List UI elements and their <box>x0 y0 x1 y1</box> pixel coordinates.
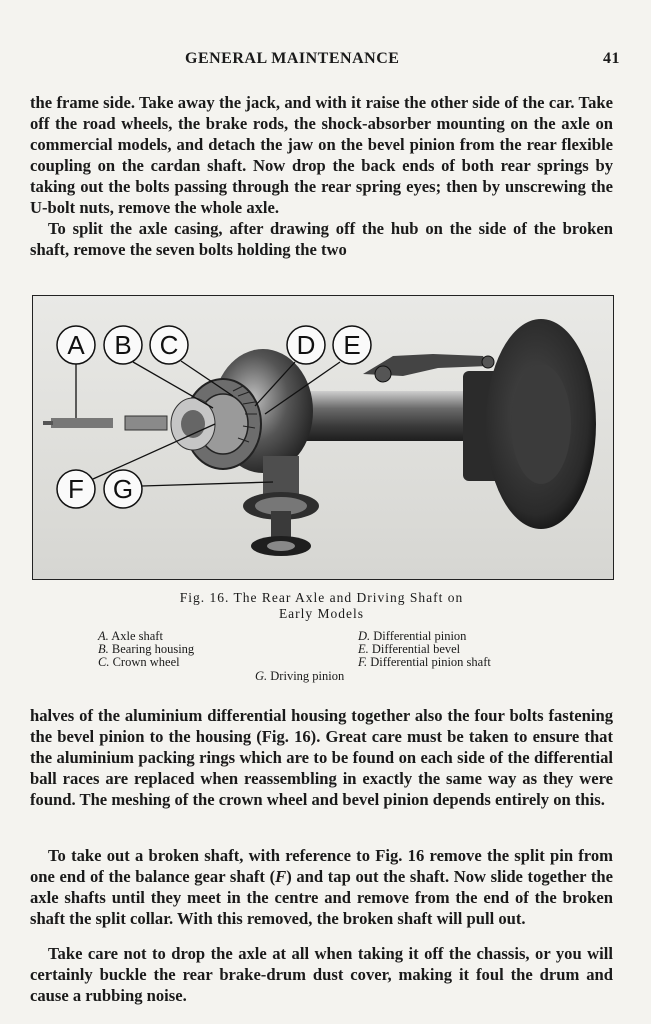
callout-label-c: C <box>159 330 179 360</box>
callout-label-e: E <box>343 330 361 360</box>
legend-item-b: B. Bearing housing <box>98 642 195 656</box>
axle-shaft-a <box>51 418 113 428</box>
figure-caption-line-1: Fig. 16. The Rear Axle and Driving Shaft on <box>179 590 464 605</box>
legend-left-column <box>98 630 194 669</box>
callout-label-f: F <box>68 474 84 504</box>
callout-label-d: D <box>296 330 316 360</box>
legend-item-c: C. Crown wheel <box>98 655 180 669</box>
running-header <box>30 50 620 72</box>
rear-axle-illustration <box>33 296 613 579</box>
callout-label-b: B <box>114 330 132 360</box>
chapter-title: GENERAL MAINTENANCE <box>185 50 400 67</box>
paragraph-1 <box>30 92 613 260</box>
callout-label-g: G <box>112 474 134 504</box>
paragraph-2-text: To split the axle casing, after drawing off the hub on the side of the broken shaft, remove the seven bolts holding the two <box>30 219 613 259</box>
legend-item-d: D. Differential pinion <box>358 629 467 643</box>
paragraph-4: To take out a broken shaft, with reference to Fig. 16 remove the split pin from one end of the balance gear shaft (F) and tap out the shaft. Now slide together the axle shafts until they meet in the centre and remove from the end of the broken shaft the split collar. With this removed, the broken shaft will pull out. <box>30 846 613 928</box>
figure-16-photo <box>32 295 614 580</box>
legend-item-a: A. Axle shaft <box>98 629 163 643</box>
paragraph-3: halves of the aluminium differential housing together also the four bolts fastening the bevel pinion to the housing (Fig. 16). Great care must be taken to ensure that the aluminium packing rings which are to be found on each side of the differential ball races are replaced when reassembling in exactly the same way as they were found. The meshing of the crown wheel and bevel pinion depends entirely on this. <box>30 706 613 809</box>
paragraph-5: Take care not to drop the axle at all when taking it off the chassis, or you will certainly buckle the rear brake-drum dust cover, making it foul the drum and cause a rubbing noise. <box>30 944 613 1005</box>
callout-label-a: A <box>67 330 85 360</box>
legend-item-g: G. Driving pinion <box>255 669 345 683</box>
paragraph-1-text: the frame side. Take away the jack, and with it raise the other side of the car. Take off the road wheels, the brake rods, the shock-absorber mounting on the axle on commercial models, and detach the jaw on the bevel pinion from the rear flexible coupling on the cardan shaft. Now drop the back ends of both rear springs by taking out the bolts passing through the rear spring eyes; then by unscrewing the U-bolt nuts, remove the whole axle. <box>30 93 613 217</box>
figure-caption-line-2: Early Models <box>278 606 365 621</box>
page-number: 41 <box>603 50 620 67</box>
bearing-housing-b <box>125 416 167 430</box>
legend-item-e: E. Differential bevel <box>358 642 461 656</box>
legend-item-f: F. Differential pinion shaft <box>358 655 491 669</box>
legend-right-column <box>358 630 491 669</box>
